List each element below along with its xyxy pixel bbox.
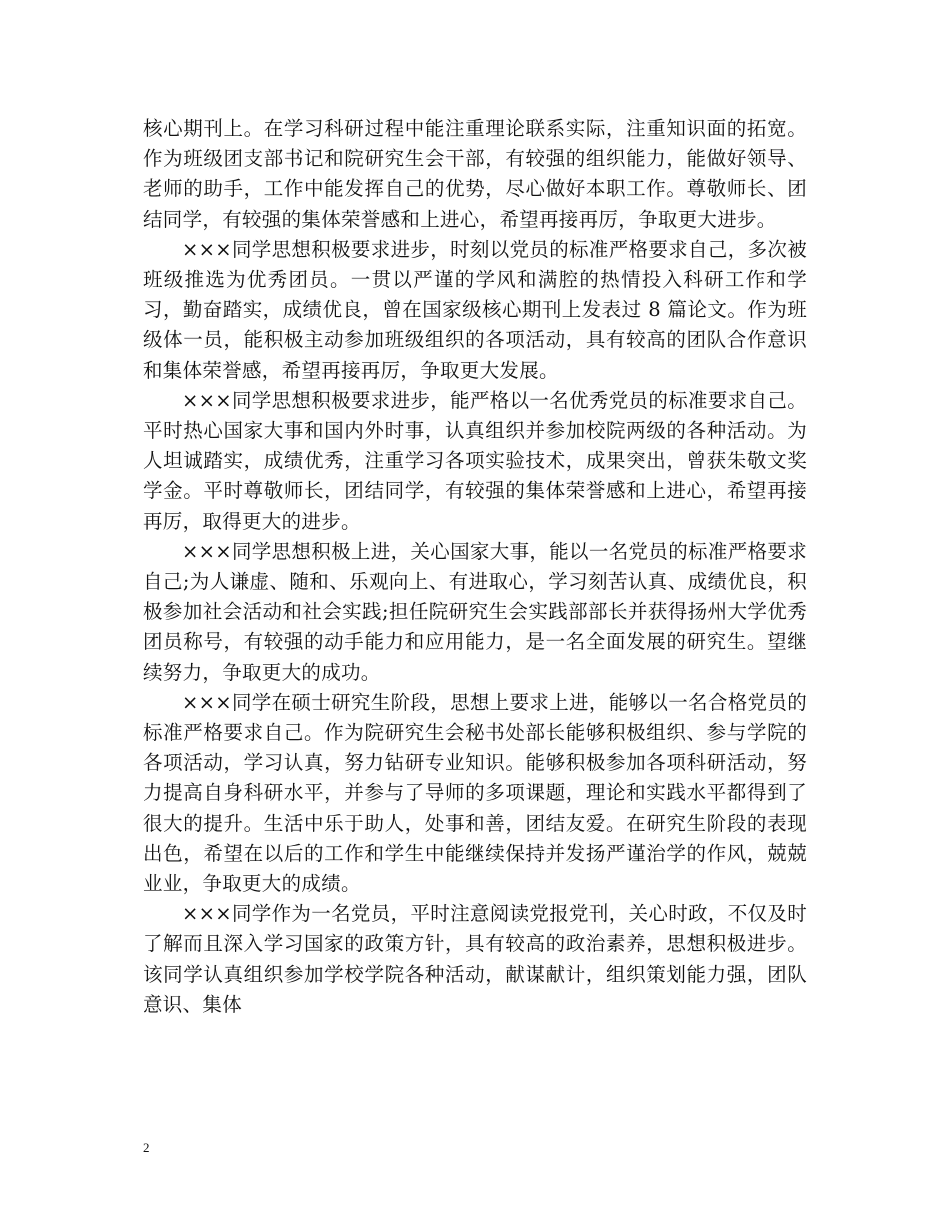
paragraph: ×××同学思想积极要求进步，能严格以一名优秀党员的标准要求自己。平时热心国家大事和国内外时事，认真组织并参加校院两级的各种活动。为人坦诚踏实，成绩优秀，注重学习各项实验技术，成果突出，曾获朱敬文奖学金。平时尊敬师长，团结同学，有较强的集体荣誉感和上进心，希望再接再厉，取得更大的进步。 [143,388,807,533]
paragraph: ×××同学思想积极要求进步，时刻以党员的标准严格要求自己，多次被班级推选为优秀团员。一贯以严谨的学风和满腔的热情投入科研工作和学习，勤奋踏实，成绩优良，曾在国家级核心期刊上发表过 8 篇论文。作为班级体一员，能积极主动参加班级组织的各项活动，具有较高的团队合作意识和集体荣誉感，希望再接再厉，争取更大发展。 [143,237,807,382]
paragraph: ×××同学思想积极上进，关心国家大事，能以一名党员的标准严格要求自己;为人谦虚、随和、乐观向上、有进取心，学习刻苦认真、成绩优良，积极参加社会活动和社会实践;担任院研究生会实践部部长并获得扬州大学优秀团员称号，有较强的动手能力和应用能力，是一名全面发展的研究生。望继续努力，争取更大的成功。 [143,539,807,684]
paragraph: 核心期刊上。在学习科研过程中能注重理论联系实际，注重知识面的拓宽。作为班级团支部书记和院研究生会干部，有较强的组织能力，能做好领导、老师的助手，工作中能发挥自己的优势，尽心做好本职工作。尊敬师长、团结同学，有较强的集体荣誉感和上进心，希望再接再厉，争取更大进步。 [143,117,807,231]
document-body [143,114,807,1020]
paragraph: ×××同学在硕士研究生阶段，思想上要求上进，能够以一名合格党员的标准严格要求自己。作为院研究生会秘书处部长能够积极组织、参与学院的各项活动，学习认真，努力钻研专业知识。能够积极参加各项科研活动，努力提高自身科研水平，并参与了导师的多项课题，理论和实践水平都得到了很大的提升。生活中乐于助人，处事和善，团结友爱。在研究生阶段的表现出色，希望在以后的工作和学生中能继续保持并发扬严谨治学的作风，兢兢业业，争取更大的成绩。 [143,690,807,896]
page-number: 2 [143,1140,150,1155]
paragraph: ×××同学作为一名党员，平时注意阅读党报党刊，关心时政，不仅及时了解而且深入学习国家的政策方针，具有较高的政治素养，思想积极进步。该同学认真组织参加学校学院各种活动，献谋献计，组织策划能力强，团队意识、集体 [143,902,807,1016]
